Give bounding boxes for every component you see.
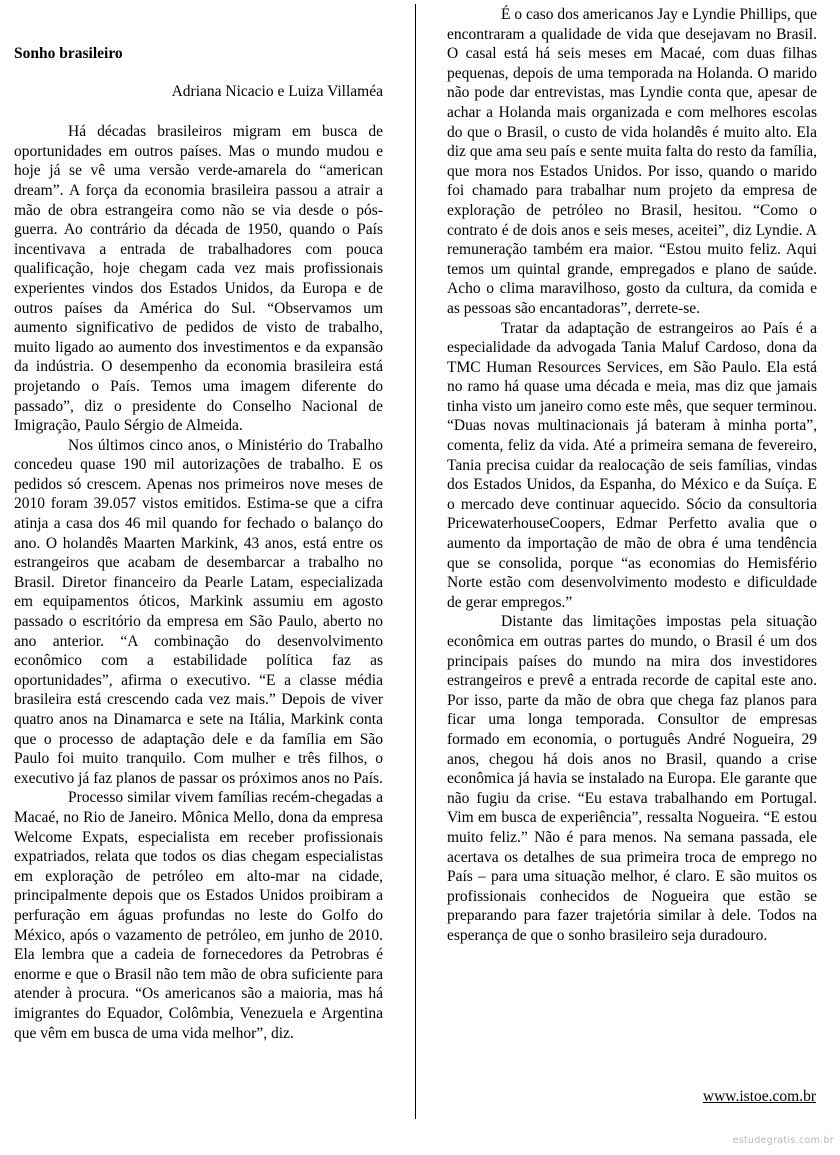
- article-title: Sonho brasileiro: [14, 45, 123, 62]
- left-column: [14, 44, 383, 1043]
- paragraph: Processo similar vivem famílias recém-chegadas a Macaé, no Rio de Janeiro. Mônica Mello, dona da empresa Welcome Expats, especialista em receber profissionais expatriados, relata que todos os dias chegam especialistas em exploração de petróleo em alto-mar na cidade, principalmente depois que os Estados Unidos proibiram a perfuração em águas profundas no leste do Golfo do México, após o vazamento de petróleo, em junho de 2010. Ela lembra que a cadeia de fornecedores da Petrobras é enorme e que o Brasil não tem mão de obra suficiente para atender à procura. “Os americanos são a maioria, mas há imigrantes do Equador, Colômbia, Venezuela e Argentina que vêm em busca de uma vida melhor”, diz.: [14, 789, 383, 1042]
- source-link[interactable]: www.istoe.com.br: [702, 1088, 816, 1105]
- column-divider: [415, 4, 416, 1119]
- watermark: estudegratis.com.br: [732, 1135, 834, 1147]
- paragraph: Distante das limitações impostas pela situação econômica em outras partes do mundo, o Brasil é um dos principais países do mundo na mira dos investidores estrangeiros e prevê a entrada recorde de capital este ano. Por isso, parte da mão de obra que chega faz planos para ficar uma longa temporada. Consultor de empresas formado em economia, o português André Nogueira, 29 anos, chegou há dois anos no Brasil, quando a crise econômica já havia se instalado na Europa. Ele garante que não fugiu da crise. “Eu estava trabalhando em Portugal. Vim em busca de experiência”, ressalta Nogueira. “E estou muito feliz.” Não é para menos. Na semana passada, ele acertava os detalhes de sua primeira troca de emprego no País – para uma situação melhor, é claro. E são muitos os profissionais conhecidos de Nogueira que estão se preparando para fazer trajetória similar à dele. Todos na esperança de que o sonho brasileiro seja duradouro.: [447, 613, 817, 944]
- right-column: [447, 5, 817, 946]
- paragraph: Há décadas brasileiros migram em busca de oportunidades em outros países. Mas o mundo mudou e hoje já se vê uma versão verde-amarela do “american dream”. A força da economia brasileira passou a atrair a mão de obra estrangeira como não se via desde o pós-guerra. Ao contrário da década de 1950, quando o País incentivava a entrada de trabalhadores com pouca qualificação, hoje chegam cada vez mais profissionais experientes vindos dos Estados Unidos, da Europa e de outros países da América do Sul. “Observamos um aumento significativo de pedidos de visto de trabalho, muito ligado ao aumento dos investimentos e da expansão da indústria. O desempenho da economia brasileira está projetando o País. Temos uma imagem diferente do passado”, diz o presidente do Conselho Nacional de Imigração, Paulo Sérgio de Almeida.: [14, 123, 383, 435]
- paragraph: Nos últimos cinco anos, o Ministério do Trabalho concedeu quase 190 mil autorizações de trabalho. E os pedidos só crescem. Apenas nos primeiros nove meses de 2010 foram 39.057 vistos emitidos. Estima-se que a cifra atinja a casa dos 46 mil quando for fechado o balanço do ano. O holandês Maarten Markink, 43 anos, está entre os estrangeiros que acabam de desembarcar a trabalho no Brasil. Diretor financeiro da Pearle Latam, especializada em equipamentos óticos, Markink assumiu em agosto passado o escritório da empresa em São Paulo, aberto no ano anterior. “A combinação do desenvolvimento econômico com a estabilidade política faz as oportunidades”, afirma o executivo. “E a classe média brasileira está crescendo cada vez mais.” Depois de viver quatro anos na Dinamarca e sete na Itália, Markink conta que o processo de adaptação dele e da família em São Paulo foi muito tranquilo. Com mulher e três filhos, o executivo já faz planos de passar os próximos anos no País.: [14, 436, 383, 787]
- paragraph: Tratar da adaptação de estrangeiros ao País é a especialidade da advogada Tania Maluf Cardoso, dona da TMC Human Resources Services, em São Paulo. Ela está no ramo há quase uma década e meia, mas diz que jamais tinha visto um janeiro como este mês, que sequer terminou. “Duas novas multinacionais já bateram à minha porta”, comenta, feliz da vida. Até a primeira semana de fevereiro, Tania precisa cuidar da realocação de seis famílias, vindas dos Estados Unidos, da Espanha, do México e da Suíça. E o mercado deve continuar aquecido. Sócio da consultoria PricewaterhouseCoopers, Edmar Perfetto avalia que o aumento da importação de mão de obra é uma tendência que se consolida, porque “as economias do Hemisfério Norte estão com desenvolvimento modesto e dificuldade de gerar empregos.”: [447, 319, 817, 611]
- paragraph: É o caso dos americanos Jay e Lyndie Phillips, que encontraram a qualidade de vida que desejavam no Brasil. O casal está há seis meses em Macaé, com duas filhas pequenas, depois de uma temporada na Holanda. O marido não pode dar entrevistas, mas Lyndie conta que, apesar de achar a Holanda mais organizada e com melhores escolas do que o Brasil, o custo de vida holandês é muito alto. Ela diz que ama seu país e sente muita falta do resto da família, que mora nos Estados Unidos. Por isso, quando o marido foi chamado para trabalhar num projeto da empresa de exploração de petróleo no Brasil, hesitou. “Como o contrato é de dois anos e seis meses, aceitei”, diz Lyndie. A remuneração também era maior. “Estou muito feliz. Aqui temos um quintal grande, empregados e plano de saúde. Acho o clima maravilhoso, gosto da cultura, da comida e as pessoas são encantadoras”, derrete-se.: [447, 6, 817, 317]
- article-authors: Adriana Nicacio e Luiza Villaméa: [171, 82, 383, 100]
